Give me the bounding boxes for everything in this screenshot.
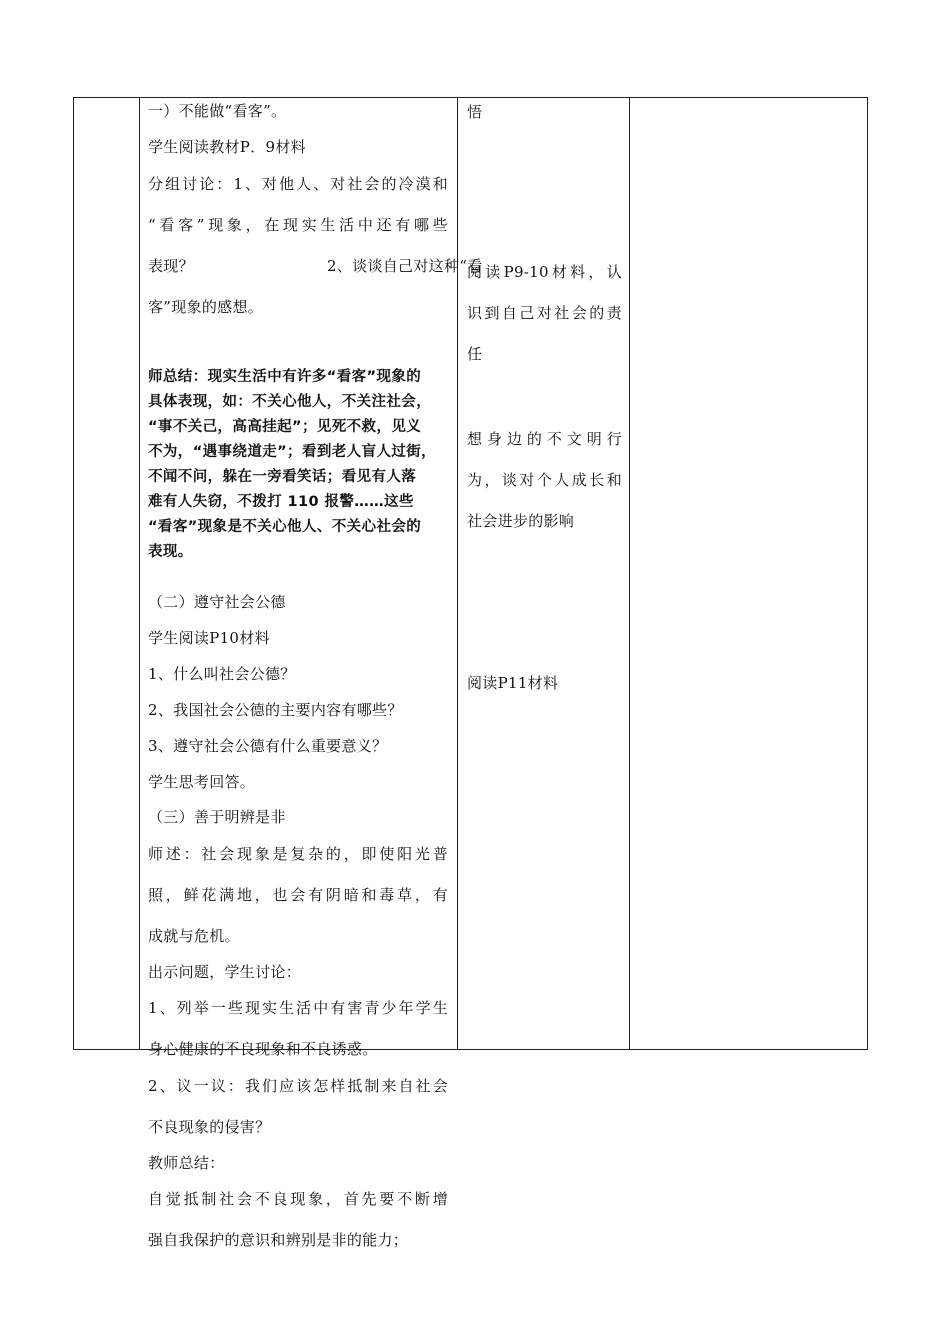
text-line: 2、谈谈自己对这种“看 [327, 257, 483, 275]
teacher-summary-line: 表现。 [148, 544, 193, 560]
text-line: 强自我保护的意识和辨别是非的能力； [148, 1231, 409, 1249]
text-line: 分组讨论：1、对他人、对社会的冷漠和 [148, 175, 448, 193]
lesson-table [73, 97, 868, 1249]
teacher-summary-line: 难有人失窃，不拨打 110 报警……这些 [148, 494, 414, 510]
text-line: 成就与危机。 [148, 927, 240, 945]
teacher-summary-line: 不为，“遇事绕道走”；看到老人盲人过街， [148, 444, 437, 460]
text-line: 自觉抵制社会不良现象，首先要不断增 [148, 1190, 448, 1208]
text-line: 学生思考回答。 [148, 773, 256, 791]
teaching-process-column [140, 98, 483, 1249]
text-line: 任 [467, 345, 483, 363]
text-line: 不良现象的侵害？ [148, 1118, 271, 1136]
text-line: 为，谈对个人成长和 [467, 471, 622, 489]
teacher-summary-line: “看客”现象是不关心他人、不关心社会的 [148, 519, 422, 535]
question-line: 2、我国社会公德的主要内容有哪些？ [148, 701, 403, 719]
text-line: 想身边的不文明行 [467, 430, 622, 448]
section-heading: 一）不能做“看客”。 [148, 102, 287, 120]
text-line: 阅读P9-10材料，认 [467, 263, 622, 281]
section-heading: （三）善于明辨是非 [148, 808, 286, 826]
text-line: 照，鲜花满地，也会有阴暗和毒草，有 [148, 886, 448, 904]
section-heading: （二）遵守社会公德 [148, 593, 286, 611]
student-activity-column [458, 98, 630, 1049]
text-line: 身心健康的不良现象和不良诱惑。 [148, 1040, 378, 1058]
text-line: 客”现象的感想。 [148, 298, 264, 316]
text-line: “看客”现象，在现实生活中还有哪些 [148, 216, 448, 234]
text-line: 阅读P11材料 [467, 674, 559, 692]
text-line: 悟 [467, 103, 483, 121]
text-line: 师述：社会现象是复杂的，即使阳光普 [148, 845, 448, 863]
teacher-summary-line: 师总结：现实生活中有许多“看客”现象的 [148, 369, 422, 385]
question-line: 2、议一议：我们应该怎样抵制来自社会 [148, 1077, 448, 1095]
text-line: 教师总结： [148, 1154, 225, 1172]
text-line: 表现？ [148, 257, 194, 275]
teacher-summary-line: 具体表现，如：不关心他人，不关注社会， [148, 394, 432, 410]
text-line: 识到自己对社会的责 [467, 304, 622, 322]
text-line: 出示问题，学生讨论： [148, 963, 302, 981]
teacher-summary-line: “事不关己，高高挂起”；见死不救，见义 [148, 419, 422, 435]
text-line: 学生阅读教材P．9材料 [148, 138, 306, 156]
question-line: 1、什么叫社会公德？ [148, 665, 296, 683]
text-line: 社会进步的影响 [467, 512, 575, 530]
question-line: 3、遵守社会公德有什么重要意义？ [148, 737, 388, 755]
text-line: 学生阅读P10材料 [148, 629, 270, 647]
question-line: 1、列举一些现实生活中有害青少年学生 [148, 999, 448, 1017]
teacher-summary-line: 不闻不问，躲在一旁看笑话；看见有人落 [148, 469, 417, 485]
